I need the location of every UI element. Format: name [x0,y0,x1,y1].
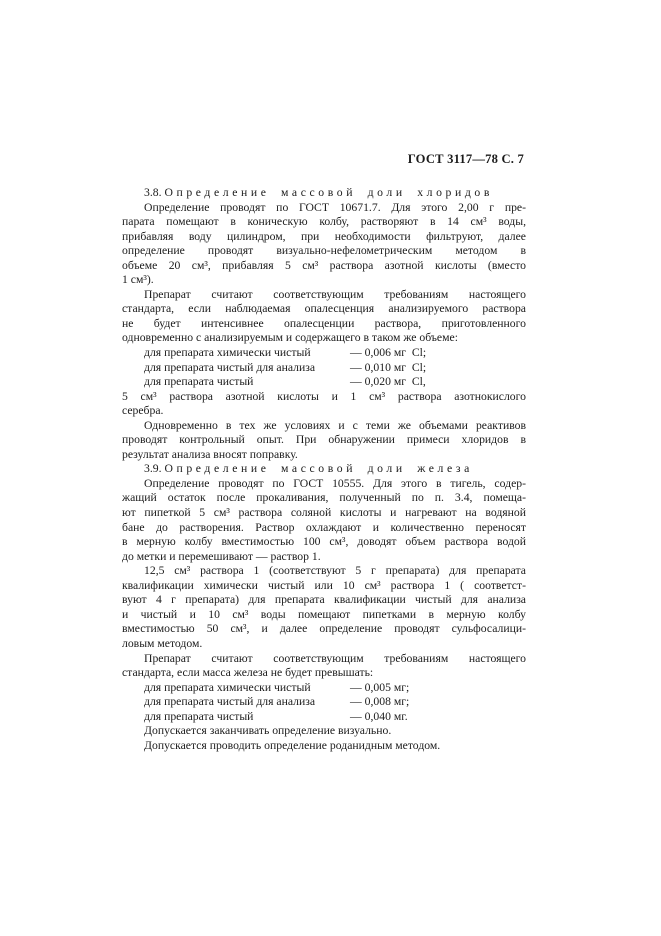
spec-value: — 0,006 мг Cl; [350,346,427,360]
text-line: вуют 4 г препарата) для препарата квалификации чистый для анализа [122,593,526,607]
document-body [122,186,526,753]
spec-label: для препарата чистый для анализа [144,360,316,374]
text-line: в мерную колбу вместимостью 100 см³, доводят объем раствора водой [122,535,526,549]
text-line: Допускается проводить определение роданидным методом. [144,738,441,752]
text-line: жащий остаток после прокаливания, полученный по п. 3.4, помеща- [122,491,526,505]
spec-value: — 0,008 мг; [350,695,410,709]
text-line: ют пипеткой 5 см³ раствора соляной кислоты и нагревают на водяной [122,506,526,520]
section-heading [122,186,526,201]
text-line: парата помещают в коническую колбу, растворяют в 14 см³ воды, [122,215,526,229]
text-line: Допускается заканчивать определение визуально. [144,724,392,738]
text-line: Определение проводят по ГОСТ 10555. Для этого в тигель, содер- [144,476,526,490]
spec-list-item [122,710,526,725]
text-line: и чистый и 10 см³ воды помещают пипетками в мерную колбу [122,607,526,621]
spec-value: — 0,005 мг; [350,680,410,694]
spec-label: для препарата химически чистый [144,346,311,360]
spec-label: для препарата чистый [144,709,254,723]
text-line: Определение проводят по ГОСТ 10671.7. Для этого 2,00 г пре- [144,200,526,214]
text-line: 12,5 см³ раствора 1 (соответствуют 5 г препарата) для препарата [144,564,526,578]
spec-value: — 0,010 мг Cl; [350,360,427,374]
section-title: Определение массовой доли хлоридов [164,186,493,199]
section-number: 3.8. [144,186,162,199]
text-line: Одновременно в тех же условиях и с теми же объемами реактивов [144,418,526,432]
text-line: стандарта, если масса железа не будет превышать: [122,666,374,680]
text-line: 1 см³). [122,273,154,287]
spec-list-item [122,681,526,696]
section-number: 3.9. [144,462,162,476]
text-line: определение проводят визуально-нефелометрическим методом в [122,244,526,258]
spec-label: для препарата чистый для анализа [144,695,316,709]
text-line: вместимостью 50 см³, и далее определение проводят сульфосалици- [122,622,526,636]
text-line: одновременно с анализируемым и содержащего в таком же объеме: [122,331,458,345]
text-line: Препарат считают соответствующим требованиям настоящего [144,287,526,301]
text-line: прибавляя воду цилиндром, при необходимости фильтруют, далее [122,229,526,243]
text-line: квалификации химически чистый или 10 см³ раствора 1 ( соответст- [122,578,526,592]
text-line: серебра. [122,404,164,418]
spec-list-item [122,346,526,361]
text-line: бане до растворения. Раствор охлаждают и количественно переносят [122,520,526,534]
text-line: не будет интенсивнее опалесценции раствора, приготовленного [122,316,526,330]
spec-list-item [122,361,526,376]
spec-label: для препарата химически чистый [144,680,311,694]
spec-list-item [122,695,526,710]
spec-value: — 0,040 мг. [350,709,408,723]
text-line: ловым методом. [122,636,203,650]
page-header-gost-number: ГОСТ 3117—78 С. 7 [407,152,524,166]
text-line: объеме 20 см³, прибавляя 5 см³ раствора азотной кислоты (вместо [122,258,526,272]
spec-label: для препарата чистый [144,375,254,389]
section-heading [122,462,526,477]
text-line: 5 см³ раствора азотной кислоты и 1 см³ раствора азотнокислого [122,389,526,403]
section-title: Определение массовой доли железа [164,462,473,476]
spec-value: — 0,020 мг Cl, [350,375,426,389]
text-line: стандарта, если наблюдаемая опалесценция анализируемого раствора [122,302,526,316]
text-line: Препарат считают соответствующим требованиям настоящего [144,651,526,665]
text-line: результат анализа вносят поправку. [122,447,298,461]
document-text-block [122,152,526,753]
text-line: до метки и перемешивают — раствор 1. [122,549,321,563]
spec-list-item [122,375,526,390]
text-line: проводят контрольный опыт. При обнаружении примеси хлоридов в [122,433,526,447]
